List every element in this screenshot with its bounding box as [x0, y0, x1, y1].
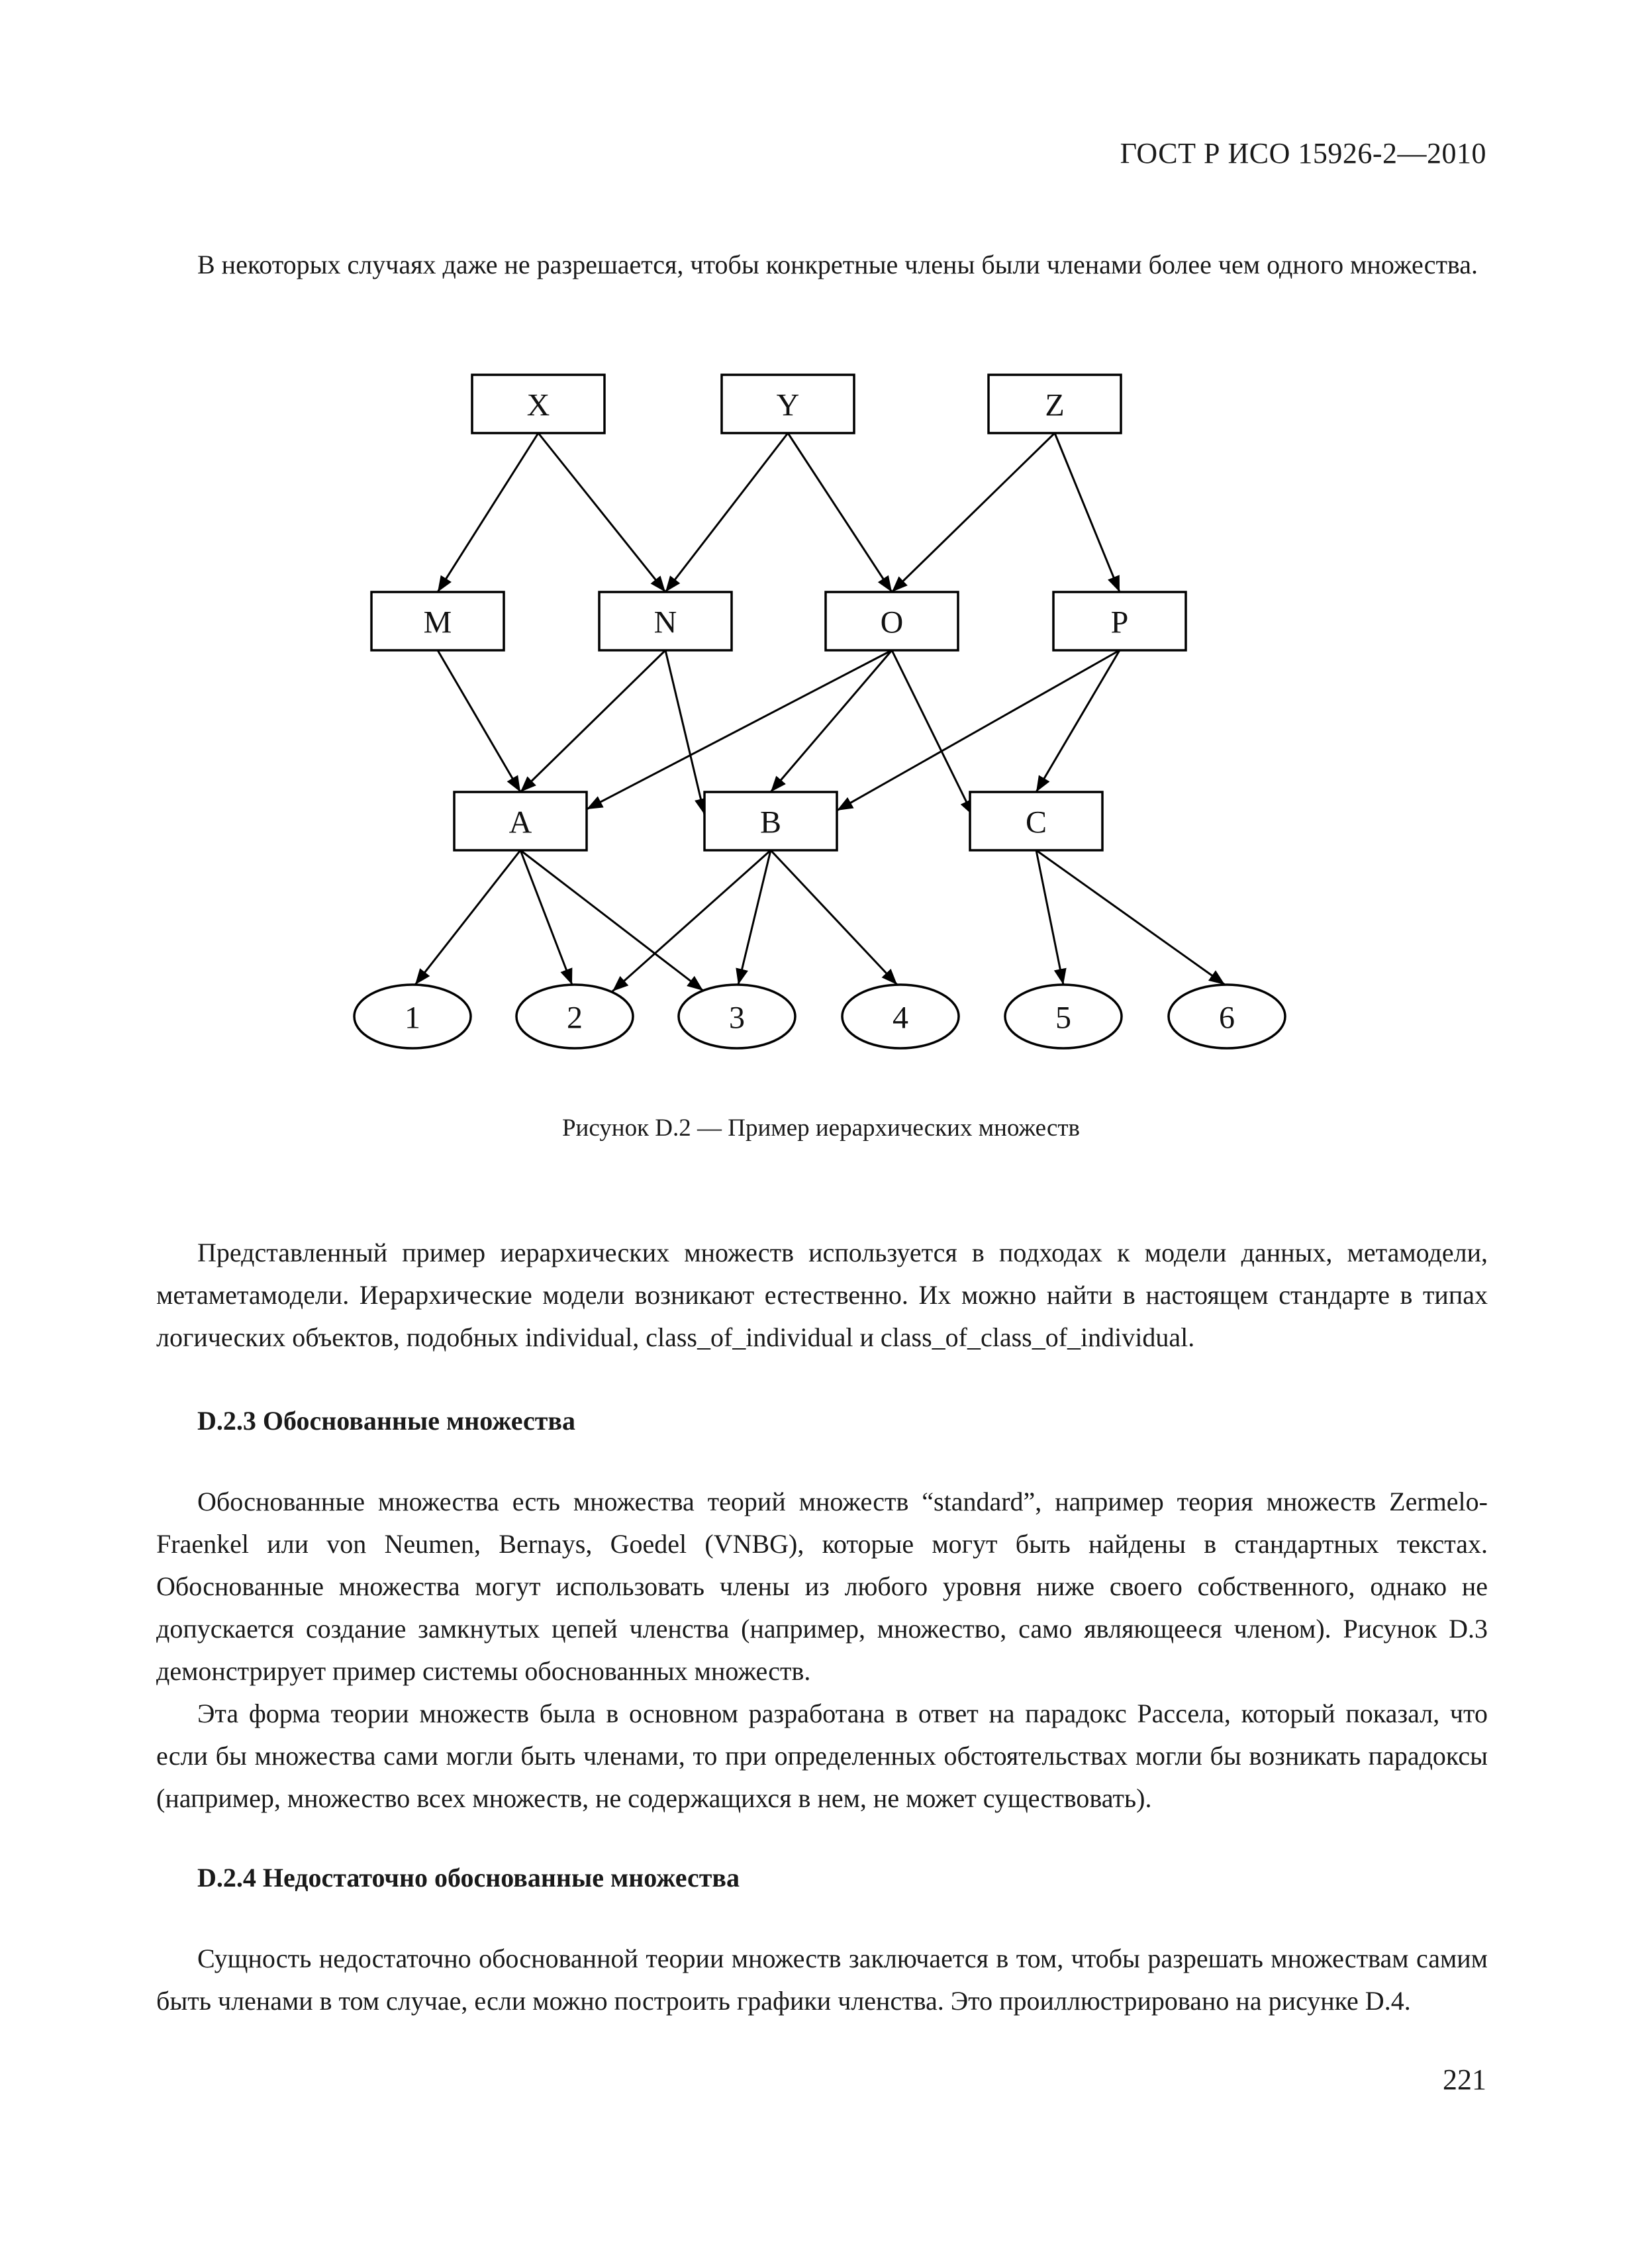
svg-text:C: C — [1025, 805, 1047, 840]
node-z — [989, 375, 1121, 433]
edge-m-a — [438, 650, 520, 792]
svg-text:N: N — [653, 605, 677, 640]
edge-o-a — [587, 650, 892, 809]
node-x — [472, 375, 604, 433]
page-number: 221 — [1443, 2063, 1486, 2096]
node-2 — [516, 985, 633, 1048]
node-c — [970, 792, 1102, 850]
edge-b-n2 — [612, 850, 771, 991]
paragraph-hierarchical-models: Представленный пример иерархических множеств используется в подходах к модели данных, метамодели, метаметамодели. Иерархические модели возникают естественно. Их можно найти в настоящем стандарте в типах логических объектов, подобных individual, class_of_individual и class_of_class_of_individual. — [156, 1238, 1488, 1352]
node-6 — [1169, 985, 1285, 1048]
edge-z-p — [1055, 433, 1120, 592]
edge-p-b — [837, 650, 1120, 811]
figure-caption: Рисунок D.2 — Пример иерархических множеств — [561, 1114, 1081, 1142]
node-1 — [354, 985, 471, 1048]
hierarchy-diagram — [0, 0, 1642, 1099]
edge-z-o — [892, 433, 1055, 592]
edge-n-b — [665, 650, 704, 814]
edge-b-n3 — [738, 850, 771, 985]
paragraph-non-well-founded: Сущность недостаточно обоснованной теории множеств заключается в том, чтобы разрешать множествам самим быть членами в том случае, если можно построить графики членства. Это проиллюстрировано на рисунке D.4. — [156, 1944, 1488, 2016]
edge-x-n — [538, 433, 665, 592]
svg-text:M: M — [423, 605, 452, 640]
document-header: ГОСТ Р ИСО 15926-2—2010 — [1120, 137, 1486, 170]
edge-o-c — [892, 650, 973, 816]
svg-text:2: 2 — [567, 1000, 583, 1036]
edge-n-a — [520, 650, 665, 792]
node-b — [704, 792, 837, 850]
edges-group — [415, 433, 1225, 991]
svg-text:P: P — [1110, 605, 1129, 640]
edge-b-n4 — [771, 850, 897, 985]
node-4 — [842, 985, 959, 1048]
svg-text:5: 5 — [1055, 1000, 1071, 1036]
svg-text:4: 4 — [893, 1000, 908, 1036]
node-p — [1053, 592, 1186, 650]
edge-c-n6 — [1036, 850, 1225, 985]
svg-text:Z: Z — [1045, 387, 1065, 423]
node-y — [722, 375, 854, 433]
node-o — [826, 592, 958, 650]
edge-o-b — [771, 650, 892, 792]
edge-x-m — [438, 433, 538, 592]
svg-text:O: O — [880, 605, 904, 640]
svg-text:Y: Y — [776, 387, 800, 423]
node-a — [454, 792, 587, 850]
edge-y-n — [665, 433, 788, 592]
node-m — [371, 592, 504, 650]
section-heading-non-well-founded: D.2.4 Недостаточно обоснованные множества — [197, 1863, 740, 1893]
node-3 — [679, 985, 795, 1048]
paragraph-russell: Эта форма теории множеств была в основном разработана в ответ на парадокс Рассела, который показал, что если бы множества сами могли быть членами, то при определенных обстоятельствах могли бы возникать парадоксы (например, множество всех множеств, не содержащихся в нем, не может существовать). — [156, 1699, 1488, 1813]
edge-p-c — [1036, 650, 1120, 792]
svg-text:1: 1 — [405, 1000, 420, 1036]
edge-y-o — [788, 433, 892, 592]
intro-paragraph: В некоторых случаях даже не разрешается, чтобы конкретные члены были членами более чем одного множества. — [197, 250, 1478, 279]
node-5 — [1005, 985, 1122, 1048]
section-heading-well-founded: D.2.3 Обоснованные множества — [197, 1406, 575, 1436]
svg-text:B: B — [759, 805, 782, 840]
svg-text:X: X — [526, 387, 550, 423]
svg-text:A: A — [508, 805, 532, 840]
edge-a-n1 — [415, 850, 520, 985]
paragraph-well-founded: Обоснованные множества есть множества теорий множеств “standard”, например теория множеств Zermelo-Fraenkel или von Neumen, Bernays, Goedel (VNBG), которые могут быть найдены в стандартных текстах. Обоснованные множества могут использовать члены из любого уровня ниже своего собственного, однако не допускается создание замкнутых цепей членства (например, множество, само являющееся членом). Рисунок D.3 демонстрирует пример системы обоснованных множеств. — [156, 1487, 1488, 1686]
edge-c-n5 — [1036, 850, 1063, 985]
node-n — [599, 592, 732, 650]
svg-text:6: 6 — [1219, 1000, 1235, 1036]
svg-text:3: 3 — [729, 1000, 745, 1036]
